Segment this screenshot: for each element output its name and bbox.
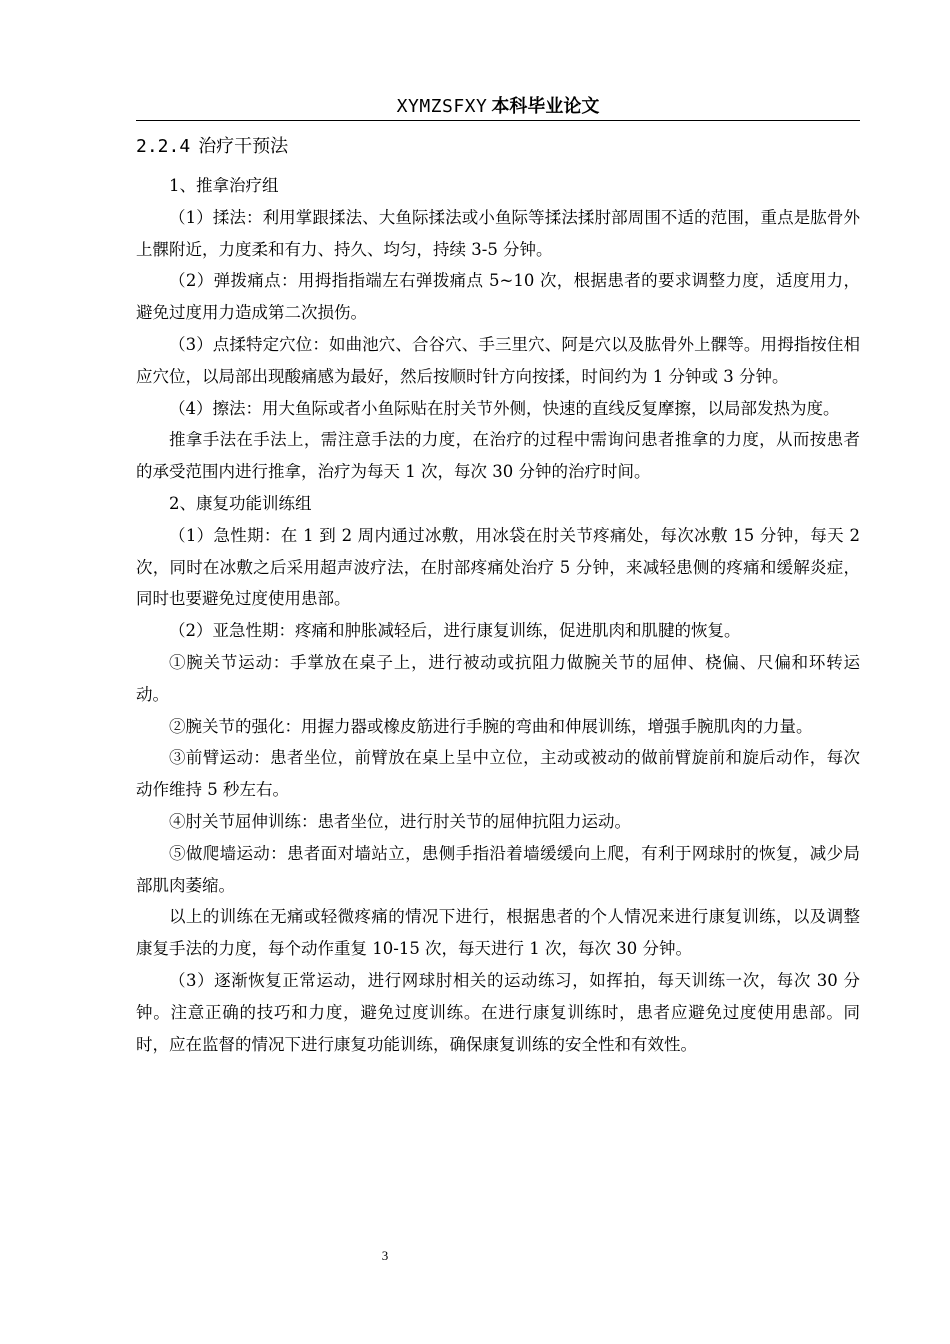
paragraph-forearm-movement: ③前臂运动：患者坐位，前臂放在桌上呈中立位，主动或被动的做前臂旋前和旋后动作，每次动作维持 5 秒左右。: [136, 748, 860, 800]
paragraph-plucking: （2）弹拨痛点：用拇指指端左右弹拨痛点 5~10 次，根据患者的要求调整力度，适度用力，避免过度用力造成第二次损伤。: [136, 271, 860, 323]
section-number: 2.2.4: [136, 136, 191, 157]
main-content: [136, 130, 860, 1060]
page-header: [136, 92, 860, 121]
paragraph-rehab-group-title: 2、康复功能训练组: [169, 493, 312, 513]
page-number: 3: [381, 1248, 389, 1263]
paragraph-subacute-phase: （2）亚急性期：疼痛和肿胀减轻后，进行康复训练，促进肌肉和肌腱的恢复。: [169, 621, 741, 641]
paragraph-massage-summary: 推拿手法在手法上，需注意手法的力度，在治疗的过程中需询问患者推拿的力度，从而按患者的承受范围内进行推拿，治疗为每天 1 次，每次 30 分钟的治疗时间。: [136, 430, 860, 482]
header-code: XYMZSFXY: [396, 96, 488, 117]
paragraph-rubbing: （4）擦法：用大鱼际或者小鱼际贴在肘关节外侧，快速的直线反复摩擦，以局部发热为度。: [169, 398, 840, 418]
paragraph-elbow-flexion: ④肘关节屈伸训练：患者坐位，进行肘关节的屈伸抗阻力运动。: [169, 811, 631, 831]
paragraph-training-summary: 以上的训练在无痛或轻微疼痛的情况下进行，根据患者的个人情况来进行康复训练，以及调整康复手法的力度，每个动作重复 10-15 次，每天进行 1 次，每次 30 分钟。: [136, 907, 860, 959]
section-heading: [136, 130, 860, 164]
section-title: 治疗干预法: [198, 136, 289, 157]
header-title: 本科毕业论文: [491, 96, 600, 117]
paragraph-return-to-sport: （3）逐渐恢复正常运动，进行网球肘相关的运动练习，如挥拍，每天训练一次，每次 30 分钟。注意正确的技巧和力度，避免过度训练。在进行康复训练时，患者应避免过度使用患部。同时，应在监督的情况下进行康复功能训练，确保康复训练的安全性和有效性。: [136, 970, 860, 1054]
paragraph-wrist-strengthening: ②腕关节的强化：用握力器或橡皮筋进行手腕的弯曲和伸展训练，增强手腕肌肉的力量。: [169, 716, 813, 736]
paragraph-wrist-movement: ①腕关节运动：手掌放在桌子上，进行被动或抗阻力做腕关节的屈伸、桡偏、尺偏和环转运动。: [136, 652, 860, 704]
paragraph-acute-phase: （1）急性期：在 1 到 2 周内通过冰敷，用冰袋在肘关节疼痛处，每次冰敷 15 分钟，每天 2 次，同时在冰敷之后采用超声波疗法，在肘部疼痛处治疗 5 分钟，来减轻患侧的疼痛和缓解炎症，同时也要避免过度使用患部。: [136, 525, 860, 609]
paragraph-wall-climbing: ⑤做爬墙运动：患者面对墙站立，患侧手指沿着墙缓缓向上爬，有利于网球肘的恢复，减少局部肌肉萎缩。: [136, 843, 860, 895]
paragraph-acupoint: （3）点揉特定穴位：如曲池穴、合谷穴、手三里穴、阿是穴以及肱骨外上髁等。用拇指按住相应穴位，以局部出现酸痛感为最好，然后按顺时针方向按揉，时间约为 1 分钟或 3 分钟。: [136, 334, 860, 386]
paragraph-massage-group-title: 1、推拿治疗组: [169, 176, 279, 195]
paragraph-kneading: （1）揉法：利用掌跟揉法、大鱼际揉法或小鱼际等揉法揉肘部周围不适的范围，重点是肱骨外上髁附近，力度柔和有力、持久、均匀，持续 3-5 分钟。: [136, 207, 860, 259]
